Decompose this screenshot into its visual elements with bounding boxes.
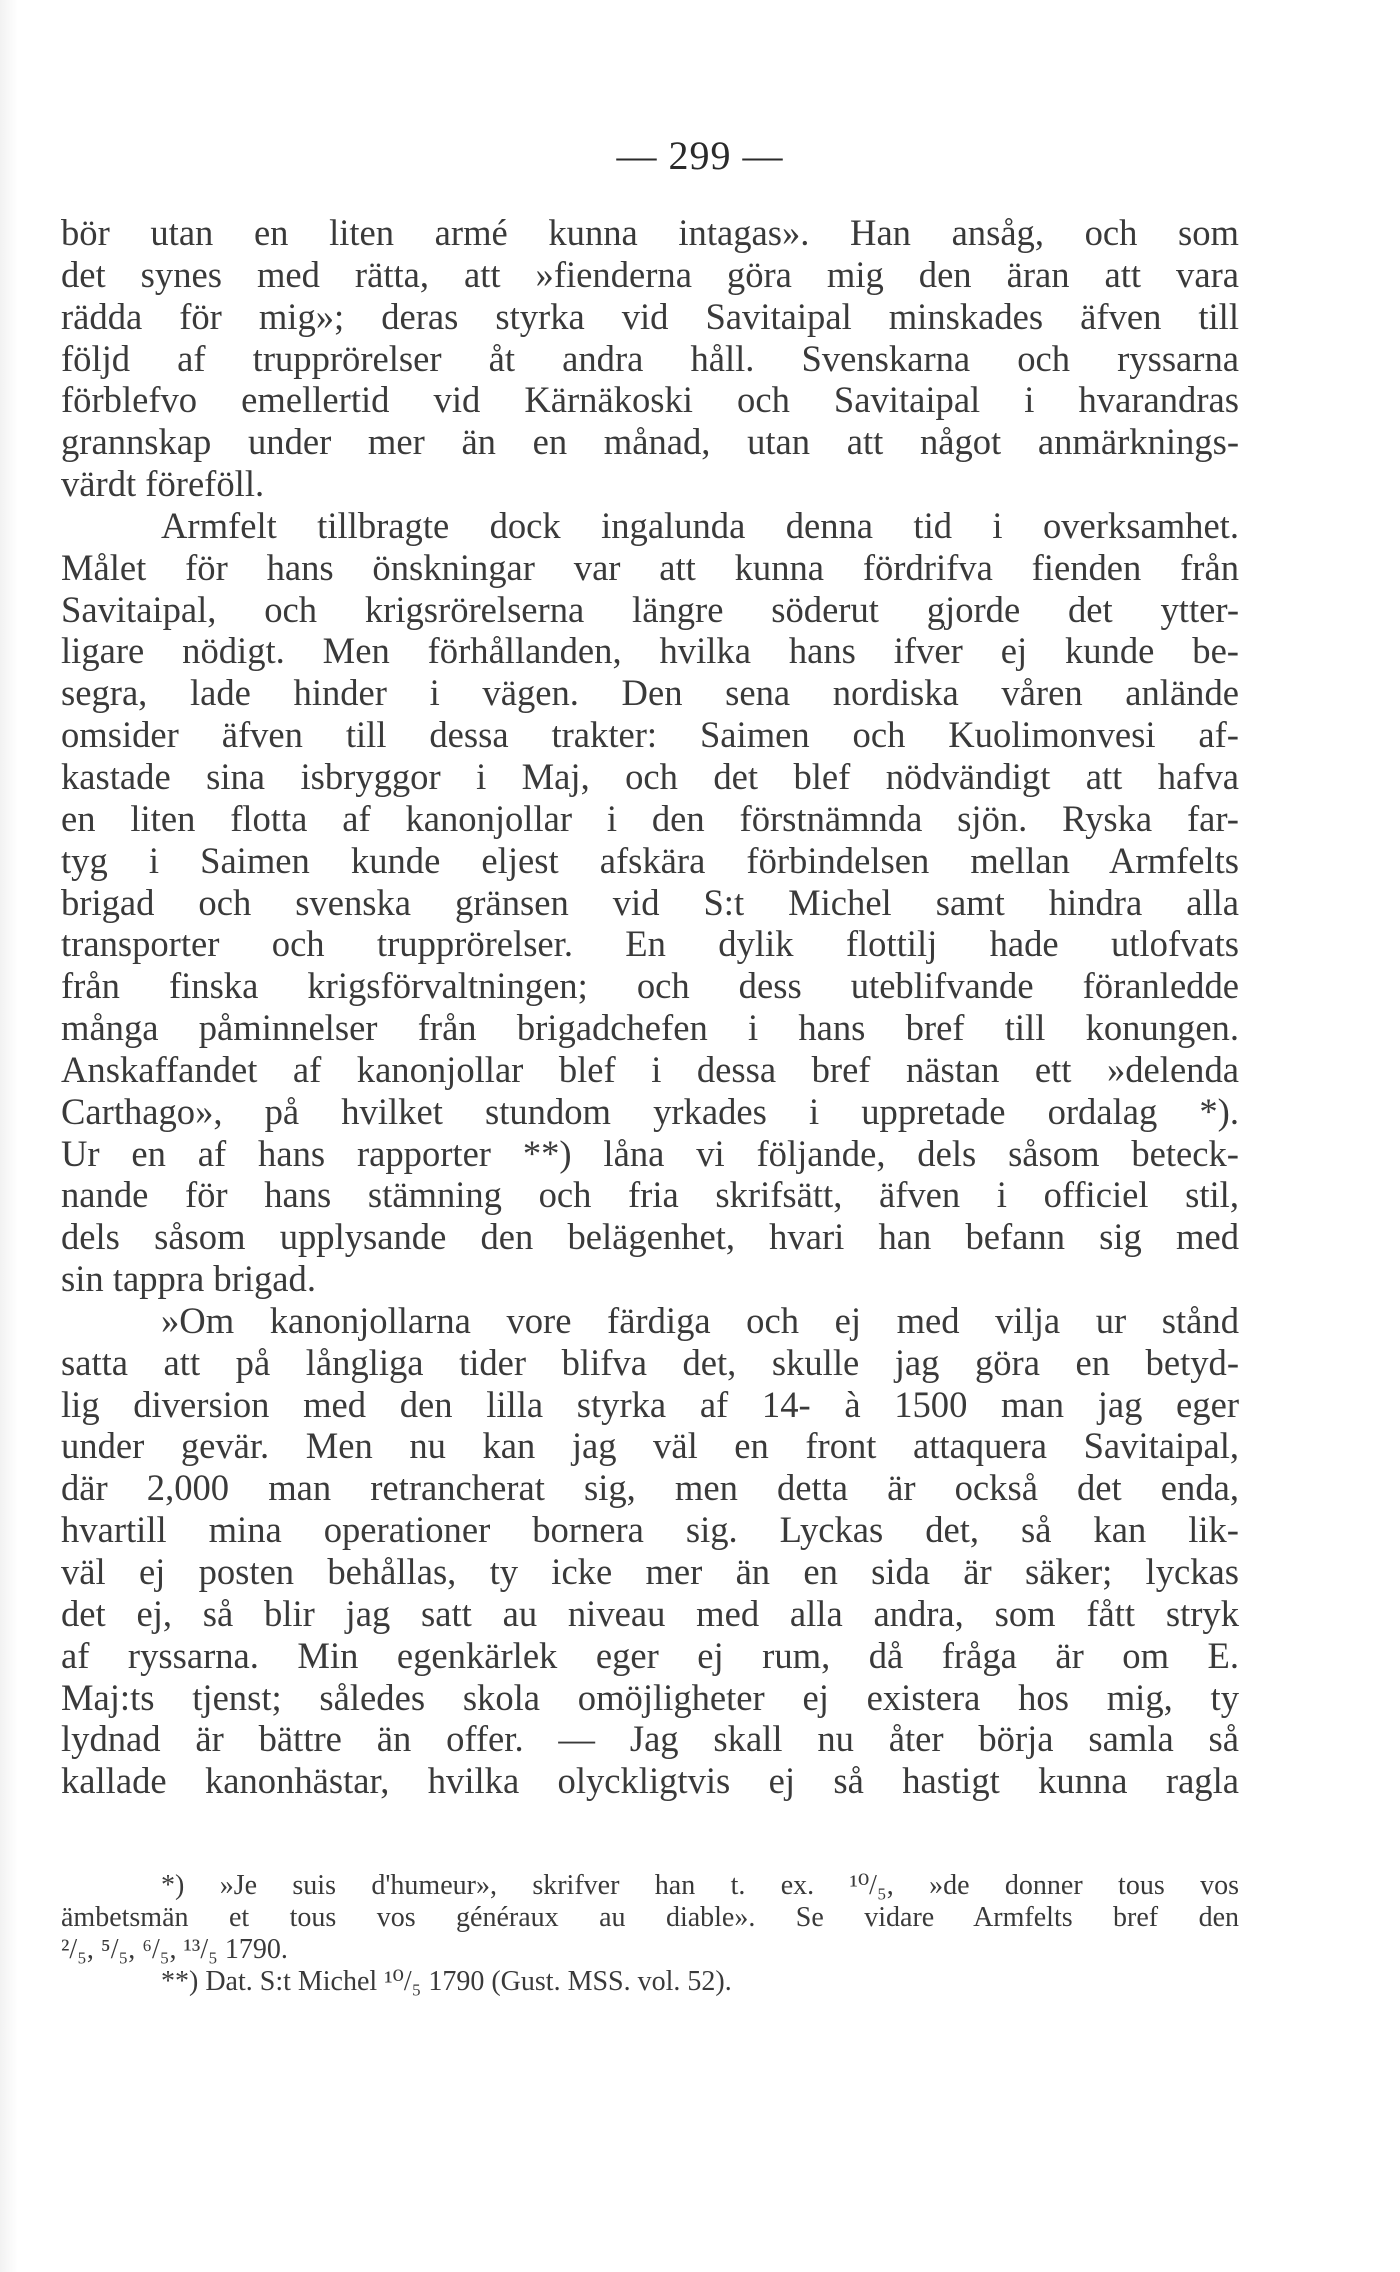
text-line: Carthago», på hvilket stundom yrkades i uppretade ordalag *). [61,1090,1239,1132]
text-line: väl ej posten behållas, ty icke mer än en sida är säker; lyckas [61,1551,1239,1592]
footnote-line: ämbetsmän et tous vos généraux au diable». Se vidare Armfelts bref den [61,1902,1239,1933]
page-edge-shadow [0,0,18,2272]
text-line: följd af trupprörelser åt andra håll. Svenskarna och ryssarna [61,337,1239,379]
text-line: värdt föreföll. [61,463,265,505]
text-line: Ur en af hans rapporter **) låna vi följande, dels såsom beteck- [61,1132,1239,1174]
text-line: brigad och svenska gränsen vid S:t Michel samt hindra alla [61,881,1239,923]
text-line: sin tappra brigad. [61,1258,316,1300]
text-line: satta att på långliga tider blifva det, skulle jag göra en betyd- [61,1341,1239,1383]
text-line: från finska krigsförvaltningen; och dess uteblifvande föranledde [61,965,1239,1007]
text-line: ligare nödigt. Men förhållanden, hvilka hans ifver ej kunde be- [61,630,1239,672]
footnotes [61,1870,1239,1998]
text-line: en liten flotta af kanonjollar i den förstnämnda sjön. Ryska far- [61,797,1239,839]
text-line: kastade sina isbryggor i Maj, och det blef nödvändigt att hafva [61,755,1239,797]
text-line: Anskaffandet af kanonjollar blef i dessa bref nästan ett »delenda [61,1048,1239,1090]
text-line: omsider äfven till dessa trakter: Saimen och Kuolimonvesi af- [61,714,1239,756]
footnote-line: *) »Je suis d'humeur», skrifver han t. ex. ¹⁰/₅, »de donner tous vos [161,1870,1239,1901]
text-line: det ej, så blir jag satt au niveau med alla andra, som fått stryk [61,1592,1239,1634]
text-line: »Om kanonjollarna vore färdiga och ej med vilja ur stånd [161,1299,1239,1341]
text-line: där 2,000 man retrancherat sig, men detta är också det enda, [61,1467,1239,1509]
text-line: hvartill mina operationer bornera sig. Lyckas det, så kan lik- [61,1509,1239,1551]
text-line: lydnad är bättre än offer. — Jag skall nu åter börja samla så [61,1718,1239,1760]
text-line: dels såsom upplysande den belägenhet, hvari han befann sig med [61,1216,1239,1258]
text-line: förblefvo emellertid vid Kärnäkoski och Savitaipal i hvarandras [61,379,1239,421]
text-line: rädda för mig»; deras styrka vid Savitaipal minskades äfven till [61,295,1239,337]
text-line: tyg i Saimen kunde eljest afskära förbindelsen mellan Armfelts [61,839,1239,881]
text-line: det synes med rätta, att »fienderna göra mig den äran att vara [61,253,1239,295]
text-line: kallade kanonhästar, hvilka olyckligtvis ej så hastigt kunna ragla [61,1760,1239,1802]
footnote-line: ²/₅, ⁵/₅, ⁶/₅, ¹³/₅ 1790. [61,1934,288,1965]
text-line: grannskap under mer än en månad, utan att något anmärknings- [61,421,1239,463]
body-text [61,212,1239,1802]
text-line: Savitaipal, och krigsrörelserna längre söderut gjorde det ytter- [61,588,1239,630]
text-line: transporter och trupprörelser. En dylik flottilj hade utlofvats [61,923,1239,965]
footnote-line: **) Dat. S:t Michel ¹⁰/₅ 1790 (Gust. MSS. vol. 52). [161,1966,732,1997]
text-line: Armfelt tillbragte dock ingalunda denna tid i overksamhet. [161,504,1239,546]
text-line: Maj:ts tjenst; således skola omöjligheter ej existera hos mig, ty [61,1676,1239,1718]
page-number: — 299 — [616,133,784,178]
text-line: många påminnelser från brigadchefen i hans bref till konungen. [61,1007,1239,1049]
text-line: segra, lade hinder i vägen. Den sena nordiska våren anlände [61,672,1239,714]
text-line: af ryssarna. Min egenkärlek eger ej rum, då fråga är om E. [61,1634,1239,1676]
text-line: bör utan en liten armé kunna intagas». Han ansåg, och som [61,212,1239,253]
text-line: under gevär. Men nu kan jag väl en front attaquera Savitaipal, [61,1425,1239,1467]
text-line: nande för hans stämning och fria skrifsätt, äfven i officiel stil, [61,1174,1239,1216]
text-line: lig diversion med den lilla styrka af 14- à 1500 man jag eger [61,1383,1239,1425]
text-line: Målet för hans önskningar var att kunna fördrifva fienden från [61,546,1239,588]
